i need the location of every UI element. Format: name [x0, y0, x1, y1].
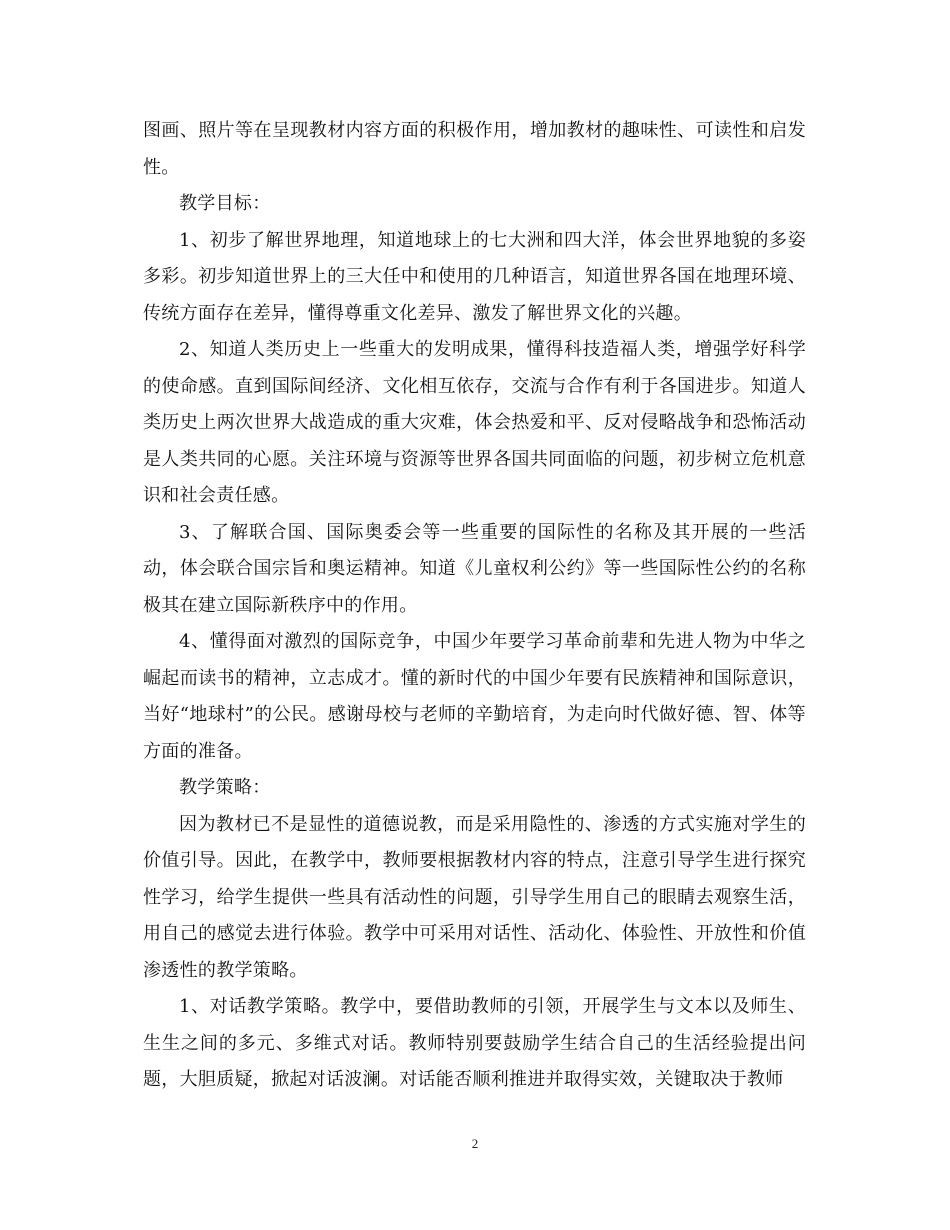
paragraph-continuation: 图画、照片等在呈现教材内容方面的积极作用，增加教材的趣味性、可读性和启发性。 — [143, 120, 806, 178]
paragraph-strategy-intro: 因为教材已不是显性的道德说教，而是采用隐性的、渗透的方式实施对学生的价值引导。因此，在教学中，教师要根据教材内容的特点，注意引导学生进行探究性学习，给学生提供一些具有活动性的问题，引导学生用自己的眼睛去观察生活，用自己的感觉去进行体验。教学中可采用对话性、活动化、体验性、开放性和价值渗透性的教学策略。 — [143, 813, 806, 981]
paragraph-strategy-1: 1、对话教学策略。教学中，要借助教师的引领，开展学生与文本以及师生、生生之间的多元、多维式对话。教师特别要鼓励学生结合自己的生活经验提出问题，大胆质疑，掀起对话波澜。对话能否顺利推进并取得实效，关键取决于教师 — [143, 996, 806, 1090]
paragraph-goal-3: 3、了解联合国、国际奥委会等一些重要的国际性的名称及其开展的一些活动，体会联合国宗旨和奥运精神。知道《儿童权利公约》等一些国际性公约的名称极其在建立国际新秩序中的作用。 — [143, 521, 806, 616]
paragraph-goal-4: 4、懂得面对激烈的国际竞争，中国少年要学习革命前辈和先进人物为中华之崛起而读书的精神，立志成才。懂的新时代的中国少年要有民族精神和国际意识，当好“地球村”的公民。感谢母校与老师的辛勤培育，为走向时代做好德、智、体等方面的准备。 — [143, 631, 806, 762]
paragraph-goal-2: 2、知道人类历史上一些重大的发明成果，懂得科技造福人类，增强学好科学的使命感。直到国际间经济、文化相互依存，交流与合作有利于各国进步。知道人类历史上两次世界大战造成的重大灾难，体会热爱和平、反对侵略战争和恐怖活动是人类共同的心愿。关注环境与资源等世界各国共同面临的问题，初步树立危机意识和社会责任感。 — [143, 339, 806, 506]
paragraph-goal-1: 1、初步了解世界地理，知道地球上的七大洲和四大洋，体会世界地貌的多姿多彩。初步知道世界上的三大任中和使用的几种语言，知道世界各国在地理环境、传统方面存在差异，懂得尊重文化差异、激发了解世界文化的兴趣。 — [143, 229, 806, 324]
heading-teaching-strategy: 教学策略： — [179, 777, 271, 798]
document-body — [143, 113, 806, 1099]
page-number: 2 — [471, 1136, 479, 1151]
heading-teaching-goals: 教学目标： — [179, 193, 271, 214]
